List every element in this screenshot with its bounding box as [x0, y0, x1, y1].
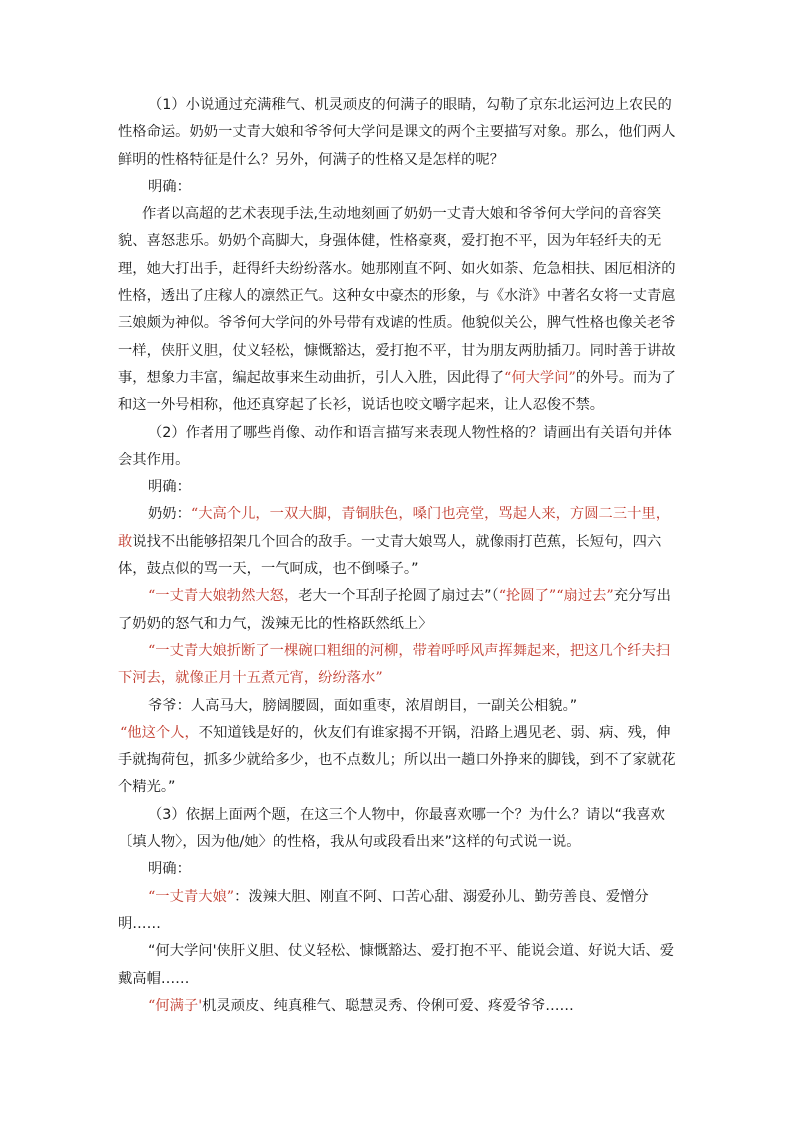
answer-label-1: 明确： — [148, 178, 191, 195]
question-3: （3）依据上面两个题，在这三个人物中，你最喜欢哪一个？为什么？请以“我喜欢〔填人物〉，因为他/她〉的性格，我从句或段看出来”这样的句式说一说。 — [118, 806, 665, 851]
question-2: （2）作者用了哪些肖像、动作和语言描写来表现人物性格的？请画出有关语句并体会其作用。 — [118, 424, 672, 468]
answer-3-grandpa: “何大学问'侠肝义胆、仗义轻松、慷慨豁达、爱打抱不平、能说会道、好说大话、爱戴高帽…… — [118, 943, 675, 987]
answer-label-2: 明确： — [148, 479, 191, 496]
grandma-anger: “一丈青大娘勃然大怒，老大一个耳刮子抡圆了扇过去”（“抡圆了”“扇过去”充分写出了奶奶的怒气和力气，泼辣无比的性格跃然纸上〉 — [118, 588, 671, 632]
answer-1: 作者以高超的艺术表现手法,生动地刻画了奶奶一丈青大娘和爷爷何大学问的音容笑貌、喜怒悲乐。奶奶个高脚大，身强体健，性格豪爽，爱打抱不平，因为年轻纤夫的无理，她大打出手，赶得纤夫纷纷落水。她那刚直不阿、如火如荼、危急相扶、困厄相济的性格，透出了庄稼人的凛然正气。这种女中豪杰的形象，与《水浒》中著名女将一丈青扈三娘颇为神似。爷爷何大学问的外号带有戏谑的性质。他貌似关公，脾气性格也像关老爷一样，侠肝义胆，仗义轻松，慷慨豁达，爱打抱不平，甘为朋友两肋插刀。同时善于讲故事，想象力丰富，编起故事来生动曲折，引人入胜，因此得了“何大学问”的外号。而为了和这一外号相称，他还真穿起了长衫，说话也咬文嚼字起来，让人忍俊不禁。 — [118, 206, 676, 414]
grandpa-quote: “他这个人，不知道钱是好的，伙友们有谁家揭不开锅，沿路上遇见老、弱、病、残，伸手就掏荷包，抓多少就给多少，也不点数儿；所以出一趟口外挣来的脚钱，到不了家就花个精光。” — [118, 724, 676, 796]
answer-label-3: 明确： — [148, 861, 191, 878]
grandpa-portrait: 爷爷：人高马大，膀阔腰圆，面如重枣，浓眉朗目，一副关公相貌。” — [148, 697, 578, 714]
grandma-portrait: 奶奶：“大高个儿，一双大脚，青铜肤色，嗓门也亮堂，骂起人来，方圆二三十里，敢说找不出能够招架几个回合的敌手。一丈青大娘骂人，就像雨打芭蕉，长短句，四六体，鼓点似的骂一天，一气呵成，也不倒嗓子。” — [118, 506, 670, 578]
question-1: （1）小说通过充满稚气、机灵顽皮的何满子的眼睛，勾勒了京东北运河边上农民的性格命运。奶奶一丈青大娘和爷爷何大学问是课文的两个主要描写对象。那么，他们两人鲜明的性格特征是什么？另外，何满子的性格又是怎样的呢？ — [118, 97, 676, 168]
document-body — [118, 92, 676, 1020]
answer-3-grandma: “一丈青大娘”：泼辣大胆、刚直不阿、口苦心甜、溺爱孙儿、勤劳善良、爱憎分明…… — [118, 888, 649, 932]
answer-3-manzi: “何满子'机灵顽皮、纯真稚气、聪慧灵秀、伶俐可爱、疼爱爷爷…… — [148, 997, 574, 1014]
grandma-willow: “一丈青大娘折断了一棵碗口粗细的河柳，带着呼呼风声挥舞起来，把这几个纤夫扫下河去，就像正月十五煮元宵，纷纷落水” — [118, 642, 670, 687]
